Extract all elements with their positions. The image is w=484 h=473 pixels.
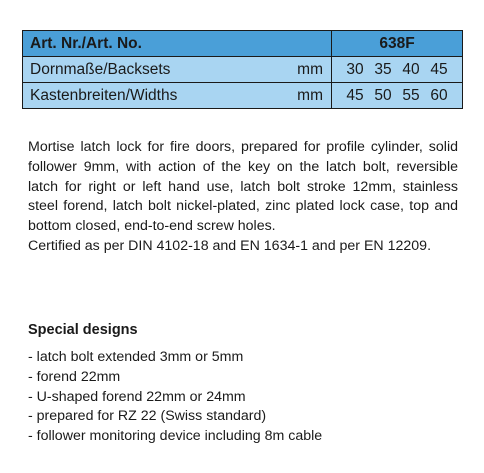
special-designs-title: Special designs [28, 322, 138, 338]
value-cell: 30 [346, 60, 364, 78]
product-description [28, 138, 458, 257]
spec-table [22, 30, 463, 109]
row-unit: mm [283, 57, 332, 83]
list-item: - forend 22mm [28, 368, 121, 385]
value-cell: 35 [374, 60, 392, 78]
row-label: Kastenbreiten/Widths [23, 83, 284, 109]
value-cell: 40 [402, 60, 420, 78]
header-article-number: 638F [332, 31, 463, 57]
certification-text: Certified as per DIN 4102-18 and EN 1634-1 and per EN 12209. [28, 237, 432, 254]
value-cell: 45 [430, 60, 448, 78]
row-values [332, 83, 463, 109]
list-item: - U-shaped forend 22mm or 24mm [28, 388, 246, 405]
value-cell: 45 [346, 86, 364, 104]
list-item: - prepared for RZ 22 (Swiss standard) [28, 408, 267, 425]
table-row [23, 83, 463, 109]
description-text: Mortise latch lock for fire doors, prepared for profile cylinder, solid follower 9mm, with action of the key on the latch bolt, reversible latch for right or left hand use, latch bolt stroke 12mm, stainless steel forend, latch bolt nickel-plated, zinc plated lock case, top and bottom closed, end-to-end screw holes. [28, 139, 458, 235]
row-unit: mm [283, 83, 332, 109]
list-item: - follower monitoring device including 8m cable [28, 428, 323, 445]
list-item: - latch bolt extended 3mm or 5mm [28, 349, 244, 365]
row-values [332, 57, 463, 83]
header-label: Art. Nr./Art. No. [23, 31, 332, 57]
value-cell: 50 [374, 86, 392, 104]
value-cell: 55 [402, 86, 420, 104]
table-row [23, 57, 463, 83]
table-header-row [23, 31, 463, 57]
value-cell: 60 [430, 86, 448, 104]
row-label: Dornmaße/Backsets [23, 57, 284, 83]
special-designs-list [28, 348, 322, 447]
